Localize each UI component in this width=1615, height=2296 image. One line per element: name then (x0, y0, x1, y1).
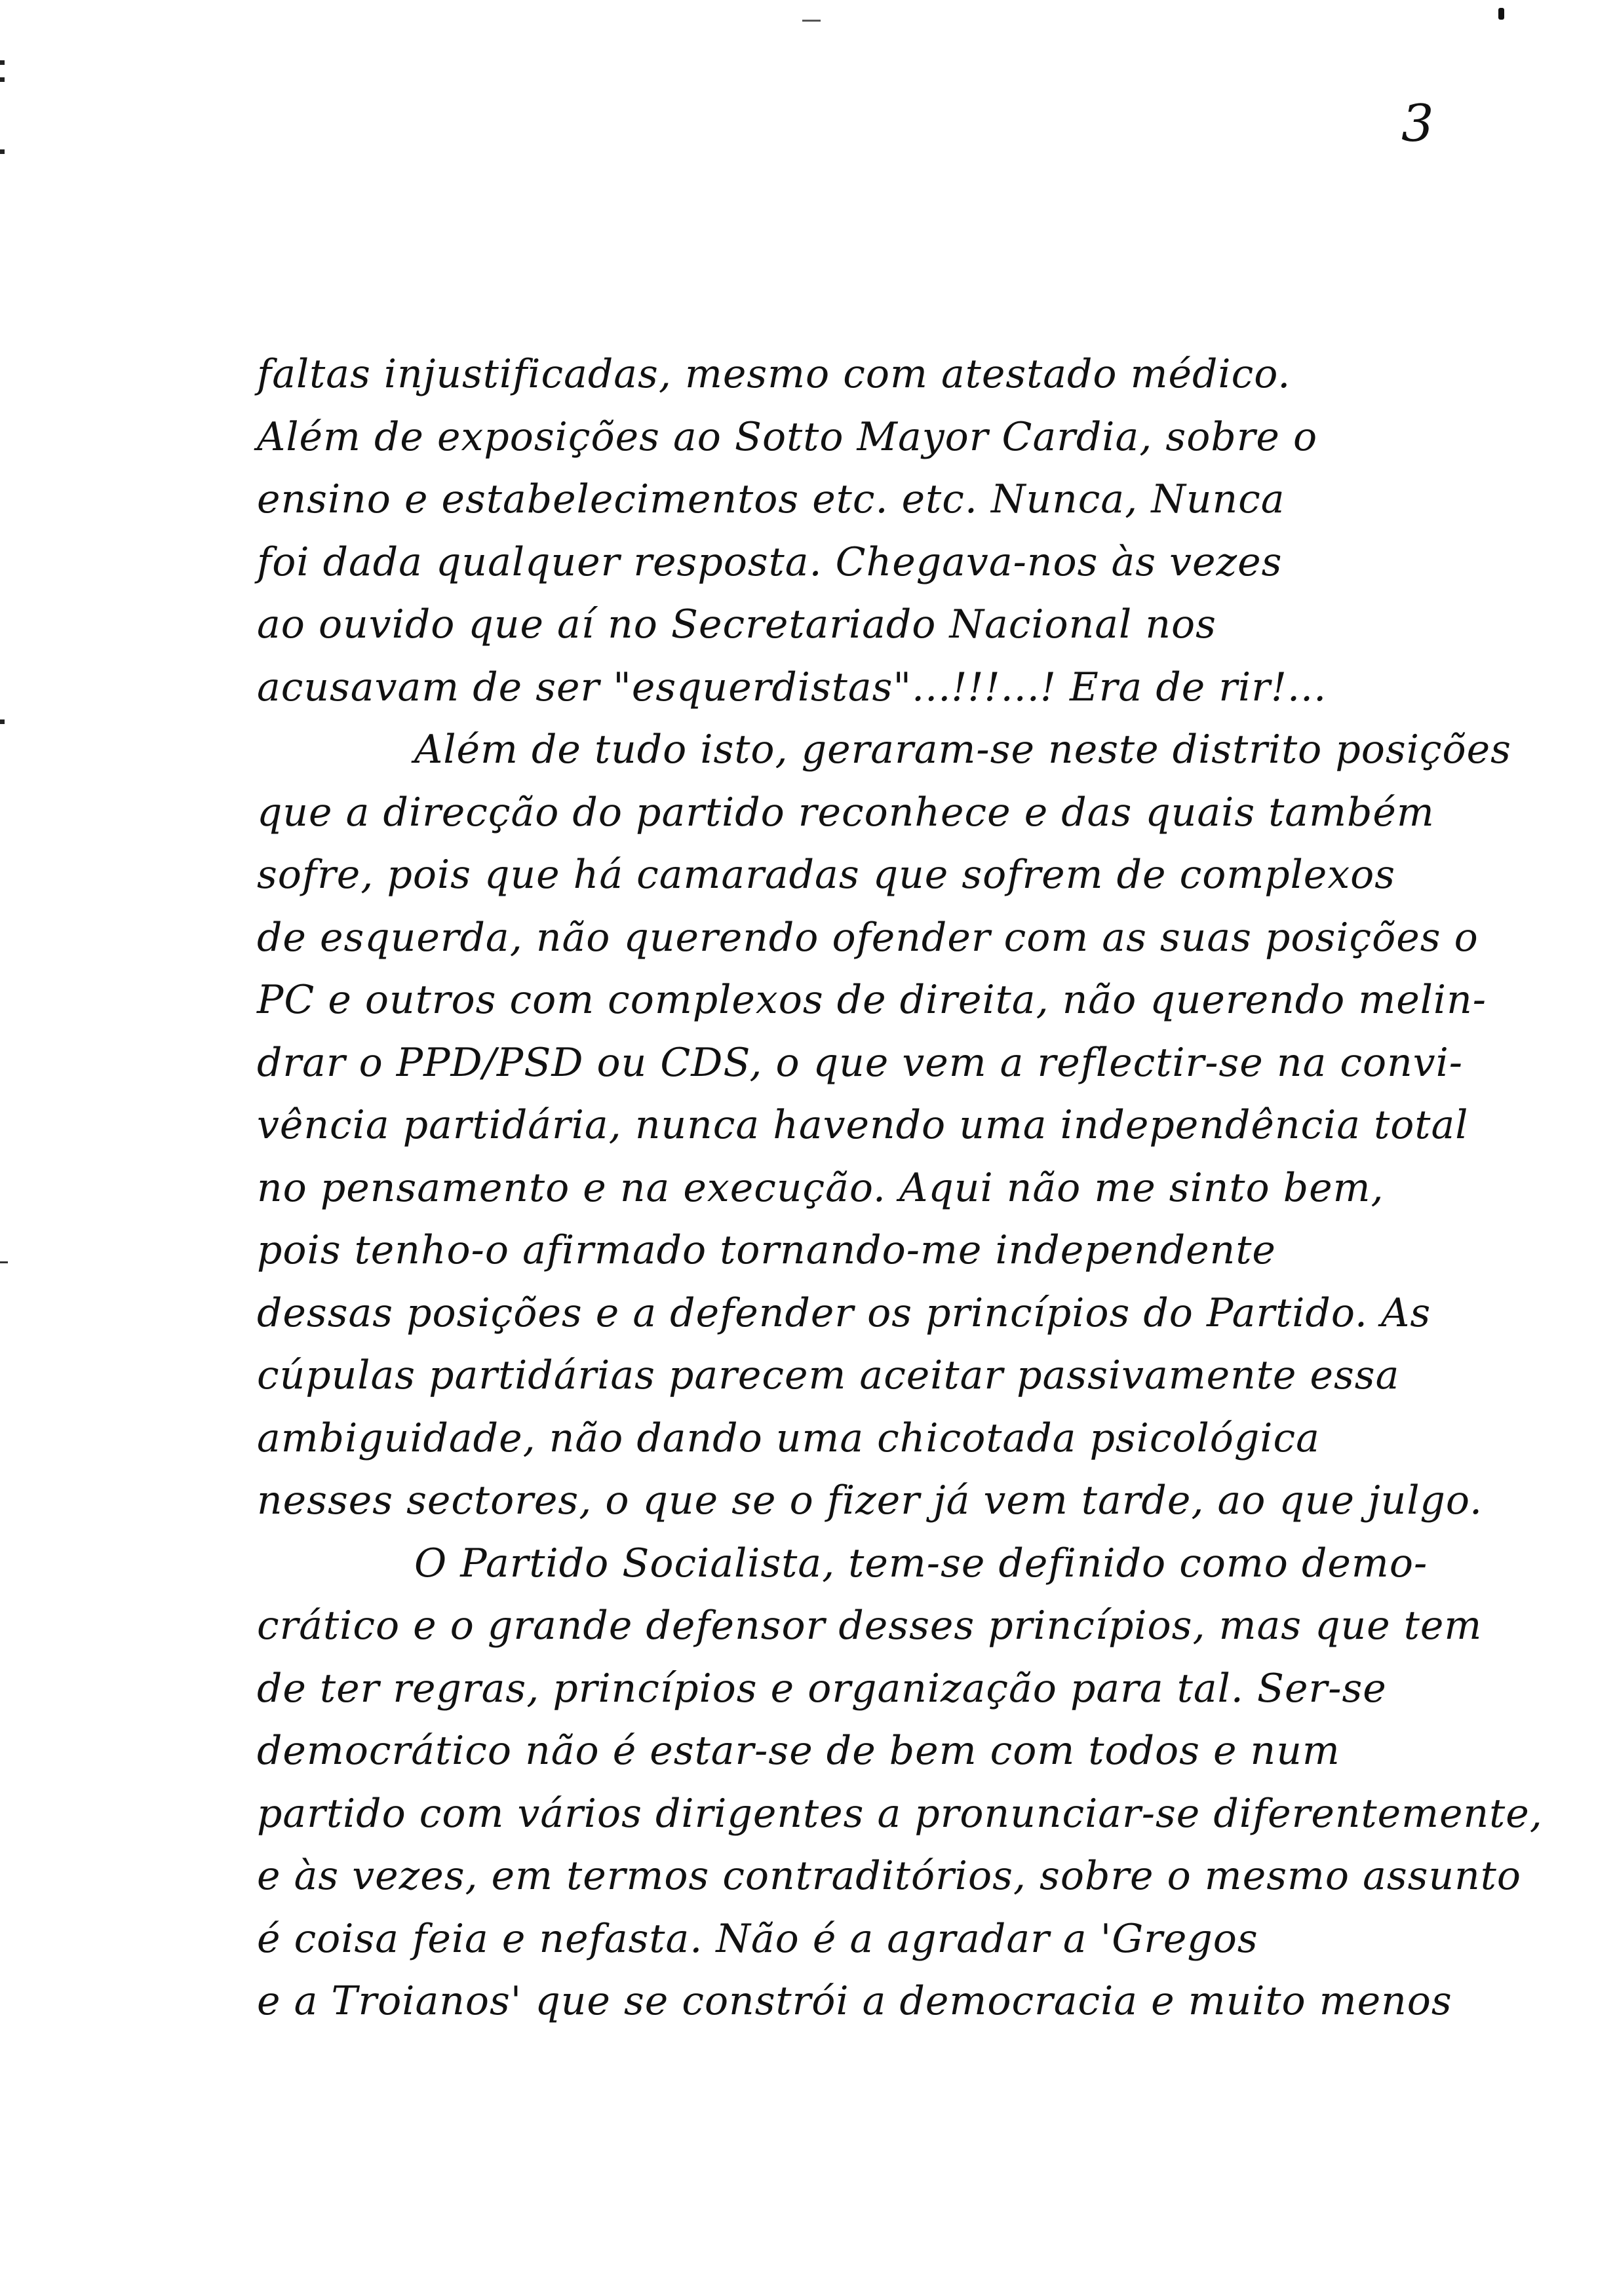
ink-dash (802, 20, 821, 22)
scan-edge-mark (0, 77, 5, 82)
text-line: O Partido Socialista, tem-se definido como demo- (414, 1540, 1428, 1586)
text-line: drar o PPD/PSD ou CDS, o que vem a reflectir-se na convi- (257, 1039, 1464, 1086)
text-line: dessas posições e a defender os princípios do Partido. As (257, 1290, 1431, 1336)
scan-edge-mark (0, 149, 5, 154)
scan-edge-mark (0, 1261, 8, 1263)
text-line: de ter regras, princípios e organização para tal. Ser-se (257, 1665, 1387, 1712)
text-line: e a Troianos' que se constrói a democracia e muito menos (257, 1978, 1452, 2024)
text-line: ambiguidade, não dando uma chicotada psicológica (257, 1415, 1320, 1461)
text-line: foi dada qualquer resposta. Chegava-nos às vezes (257, 539, 1283, 585)
text-line: Além de exposições ao Sotto Mayor Cardia, sobre o (257, 413, 1318, 460)
text-line: cúpulas partidárias parecem aceitar passivamente essa (257, 1352, 1400, 1398)
text-line: faltas injustificadas, mesmo com atestado médico. (257, 351, 1291, 397)
text-line: crático e o grande defensor desses princípios, mas que tem (257, 1603, 1483, 1649)
text-line: ensino e estabelecimentos etc. etc. Nunca, Nunca (257, 476, 1285, 522)
page-number: 3 (1401, 94, 1434, 153)
text-line: no pensamento e na execução. Aqui não me sinto bem, (257, 1164, 1384, 1211)
text-line: nesses sectores, o que se o fizer já vem tarde, ao que julgo. (257, 1478, 1483, 1523)
text-line: acusavam de ser "esquerdistas"...!!!...! Era de rir!... (257, 664, 1327, 710)
text-line: PC e outros com complexos de direita, não querendo melin- (257, 977, 1487, 1023)
text-line: Além de tudo isto, geraram-se neste distrito posições (414, 727, 1511, 773)
text-line: e às vezes, em termos contraditórios, sobre o mesmo assunto (257, 1853, 1521, 1899)
text-line: que a direcção do partido reconhece e das quais também (257, 789, 1435, 835)
ink-dot (1498, 8, 1504, 20)
handwritten-body (257, 343, 1558, 2033)
scan-edge-mark (0, 60, 5, 65)
text-line: ao ouvido que aí no Secretariado Nacional nos (257, 602, 1216, 647)
text-line: sofre, pois que há camaradas que sofrem de complexos (257, 852, 1396, 898)
text-line: vência partidária, nunca havendo uma independência total (257, 1102, 1469, 1148)
text-line: de esquerda, não querendo ofender com as suas posições o (257, 914, 1479, 961)
scan-edge-mark (0, 719, 5, 724)
text-line: partido com vários dirigentes a pronunciar-se diferentemente, (257, 1790, 1543, 1837)
text-line: pois tenho-o afirmado tornando-me independente (257, 1227, 1276, 1273)
text-line: é coisa feia e nefasta. Não é a agradar a 'Gregos (257, 1915, 1258, 1962)
text-line: democrático não é estar-se de bem com todos e num (257, 1728, 1340, 1774)
